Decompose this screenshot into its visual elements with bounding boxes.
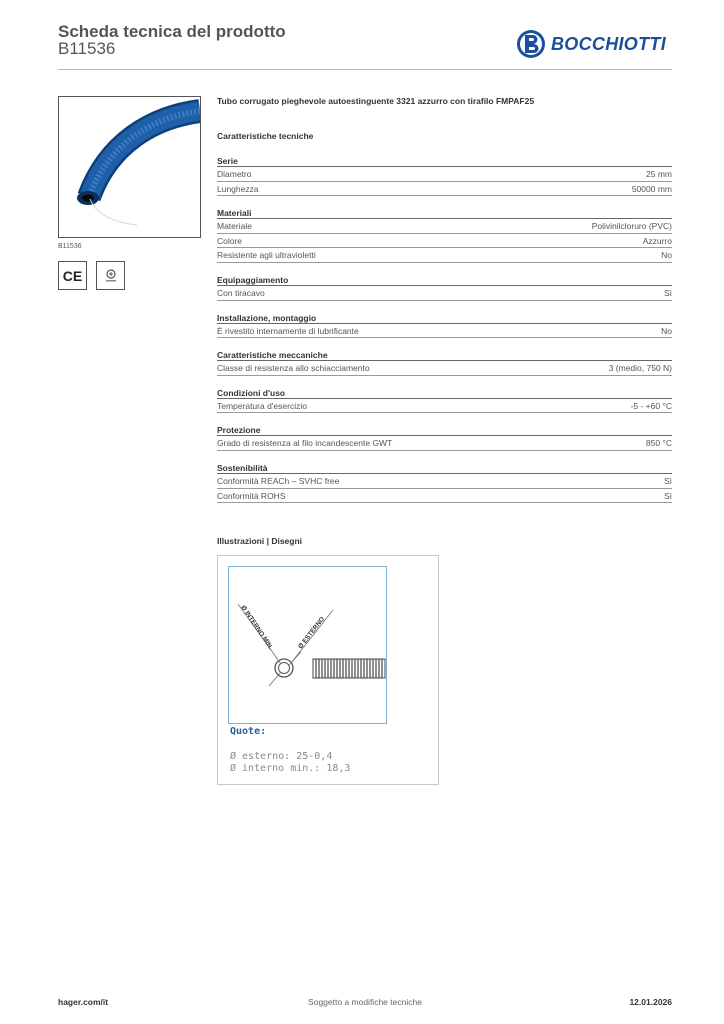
product-photo — [58, 96, 201, 238]
spec-group-materiali — [217, 207, 672, 263]
spec-row — [217, 182, 672, 197]
tech-heading: Caratteristiche tecniche — [217, 131, 314, 141]
ce-mark-text: CE — [62, 267, 83, 284]
spec-row — [217, 219, 672, 234]
spec-group-protezione — [217, 424, 672, 451]
spec-value: 3 (medio, 750 N) — [608, 363, 672, 374]
spec-row — [217, 361, 672, 376]
spec-value: -5 - +60 °C — [630, 400, 672, 411]
footer-website-link[interactable]: hager.com/it — [58, 997, 109, 1007]
quote-inner-diameter: Ø interno min.: 18,3 — [230, 763, 351, 774]
spec-value: Sì — [663, 490, 672, 501]
spec-label: Classe di resistenza allo schiacciamento — [217, 363, 370, 374]
ce-mark-icon — [58, 261, 87, 290]
footer-disclaimer: Soggetto a modifiche tecniche — [308, 997, 422, 1007]
brand-name: BOCCHIOTTI — [551, 33, 666, 54]
illustrations-heading: Illustrazioni | Disegni — [217, 536, 303, 546]
document-title: Scheda tecnica del prodotto — [58, 22, 286, 41]
spec-value: Sì — [663, 287, 672, 298]
spec-label: Lunghezza — [217, 183, 259, 194]
spec-row — [217, 324, 672, 339]
spec-row — [217, 489, 672, 504]
spec-label: Temperatura d'esercizio — [217, 400, 307, 411]
tube-section-drawing — [229, 567, 386, 723]
spec-value: Azzurro — [642, 235, 672, 246]
photo-caption: B11536 — [58, 243, 82, 250]
imq-mark-icon — [96, 261, 125, 290]
bocchiotti-logo-icon — [516, 29, 546, 59]
spec-group-condizioni — [217, 387, 672, 414]
spec-row — [217, 436, 672, 451]
spec-label: Resistente agli ultravioletti — [217, 250, 316, 261]
spec-value: 850 °C — [645, 438, 672, 449]
spec-value: No — [661, 325, 672, 336]
spec-value: 25 mm — [646, 169, 672, 179]
spec-group-meccaniche — [217, 349, 672, 376]
drawing-frame — [228, 566, 387, 724]
spec-group-equipaggiamento — [217, 274, 672, 301]
quote-outer-diameter: Ø esterno: 25-0,4 — [230, 751, 333, 762]
spec-group-title: Serie — [217, 155, 672, 167]
spec-group-title: Protezione — [217, 424, 672, 436]
brand-logo — [516, 29, 666, 59]
technical-drawing — [217, 555, 439, 785]
spec-group-title: Installazione, montaggio — [217, 312, 672, 324]
spec-row — [217, 234, 672, 249]
spec-label: Colore — [217, 235, 243, 246]
spec-group-title: Caratteristiche meccaniche — [217, 349, 672, 361]
spec-label: È rivestito internamente di lubrificante — [217, 325, 359, 336]
spec-row — [217, 167, 672, 182]
product-details — [217, 94, 672, 503]
spec-group-title: Materiali — [217, 207, 672, 219]
spec-row — [217, 286, 672, 301]
spec-value: 50000 mm — [631, 183, 672, 194]
spec-group-title: Condizioni d'uso — [217, 387, 672, 399]
spec-label: Materiale — [217, 221, 252, 232]
spec-group-installazione — [217, 312, 672, 339]
spec-value: No — [661, 250, 672, 261]
spec-value: Polivinilcloruro (PVC) — [591, 221, 672, 232]
spec-row — [217, 248, 672, 263]
spec-group-serie — [217, 155, 672, 196]
spec-label: Conformità REACh – SVHC free — [217, 475, 340, 486]
spec-label: Conformità ROHS — [217, 490, 286, 501]
spec-group-title: Equipaggiamento — [217, 274, 672, 286]
spec-row — [217, 399, 672, 414]
spec-label: Con tiracavo — [217, 287, 265, 298]
inner-diameter-label: Ø INTERNO MIN. — [239, 604, 275, 651]
spec-group-title: Sostenibilità — [217, 462, 672, 474]
product-name: Tubo corrugato pieghevole autoestinguente 3321 azzurro con tirafilo FMPAF25 — [217, 96, 535, 106]
quote-title: Quote: — [230, 726, 267, 737]
spec-label: Diametro — [217, 169, 252, 179]
corrugated-tube-image — [59, 97, 200, 237]
footer-date: 12.01.2026 — [629, 997, 672, 1007]
spec-group-sostenibilita — [217, 462, 672, 503]
spec-value: Sì — [663, 475, 672, 486]
page-header — [58, 20, 672, 70]
product-code: B11536 — [58, 39, 116, 58]
outer-diameter-label: Ø ESTERNO — [297, 615, 327, 651]
spec-label: Grado di resistenza al filo incandescente GWT — [217, 438, 393, 449]
spec-row — [217, 474, 672, 489]
